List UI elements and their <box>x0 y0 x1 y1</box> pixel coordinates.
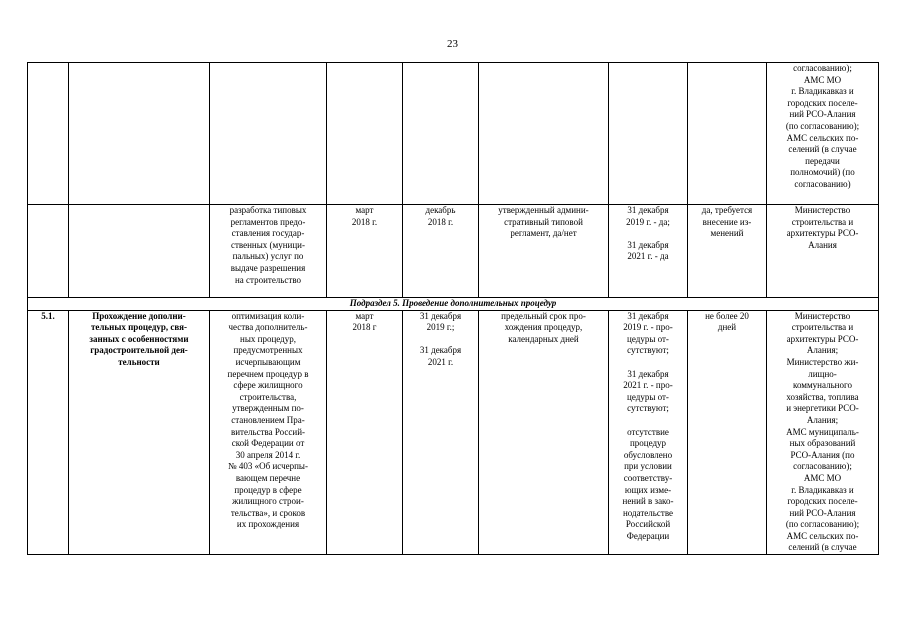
cell-start: март 2018 г <box>327 310 403 554</box>
subsection-title: Подраздел 5. Проведение дополнительных процедур <box>28 298 879 311</box>
cell-num <box>28 63 69 205</box>
cell-num <box>28 205 69 298</box>
page-number: 23 <box>447 38 458 50</box>
subsection-row <box>28 298 879 311</box>
table-row-continued <box>28 63 879 205</box>
measures-table <box>27 62 879 555</box>
cell-action: оптимизация коли- чества дополнитель- ных процедур, предусмотренных исчерпывающим перечнем процедур в сфере жилищного строительства, утвержденным по- становлением Пра- вительства Россий- ской Федерации от 30 апреля 2014 г. № 403 «Об исчерпы- вающем перечне процедур в сфере жилищного строи- тельства», и сроков их прохождения <box>210 310 327 554</box>
cell-num: 5.1. <box>28 310 69 554</box>
cell-action <box>210 63 327 205</box>
cell-start: март 2018 г. <box>327 205 403 298</box>
cell-current: не более 20 дней <box>688 310 767 554</box>
cell-end: 31 декабря 2019 г.; 31 декабря 2021 г. <box>403 310 479 554</box>
cell-action: разработка типовых регламентов предо- ставления государ- ственных (муници- пальных) услуг по выдаче разрешения на строительство <box>210 205 327 298</box>
cell-indicator <box>479 63 609 205</box>
cell-indicator: предельный срок про- хождения процедур, календарных дней <box>479 310 609 554</box>
cell-target <box>609 63 688 205</box>
cell-indicator: утвержденный админи- стративный типовой регламент, да/нет <box>479 205 609 298</box>
table-row-5-1 <box>28 310 879 554</box>
cell-measure <box>69 63 210 205</box>
cell-current: да, требуется внесение из- менений <box>688 205 767 298</box>
cell-measure <box>69 205 210 298</box>
cell-current <box>688 63 767 205</box>
cell-end <box>403 63 479 205</box>
cell-responsible: согласованию); АМС МО г. Владикавказ и городских поселе- ний РСО-Алания (по согласованию); АМС сельских по- селений (в случае передачи полномочий) (по согласованию) <box>767 63 879 205</box>
cell-responsible: Министерство строительства и архитектуры РСО- Алания <box>767 205 879 298</box>
cell-end: декабрь 2018 г. <box>403 205 479 298</box>
cell-target: 31 декабря 2019 г. - да; 31 декабря 2021 г. - да <box>609 205 688 298</box>
cell-measure: Прохождение дополни- тельных процедур, свя- занных с особенностями градостроительной дея- тельности <box>69 310 210 554</box>
cell-responsible: Министерство строительства и архитектуры РСО- Алания; Министерство жи- лищно- коммунального хозяйства, топлива и энергетики РСО- Алания; АМС муниципаль- ных образований РСО-Алания (по согласованию); АМС МО г. Владикавказ и городских поселе- ний РСО-Алания (по согласованию); АМС сельских по- селений (в случае <box>767 310 879 554</box>
cell-target: 31 декабря 2019 г. - про- цедуры от- сутствуют; 31 декабря 2021 г. - про- цедуры от- сутствуют; отсутствие процедур обусловлено при условии соответству- ющих изме- нений в зако- нодательстве Российской Федерации <box>609 310 688 554</box>
table-row-regulations <box>28 205 879 298</box>
cell-start <box>327 63 403 205</box>
